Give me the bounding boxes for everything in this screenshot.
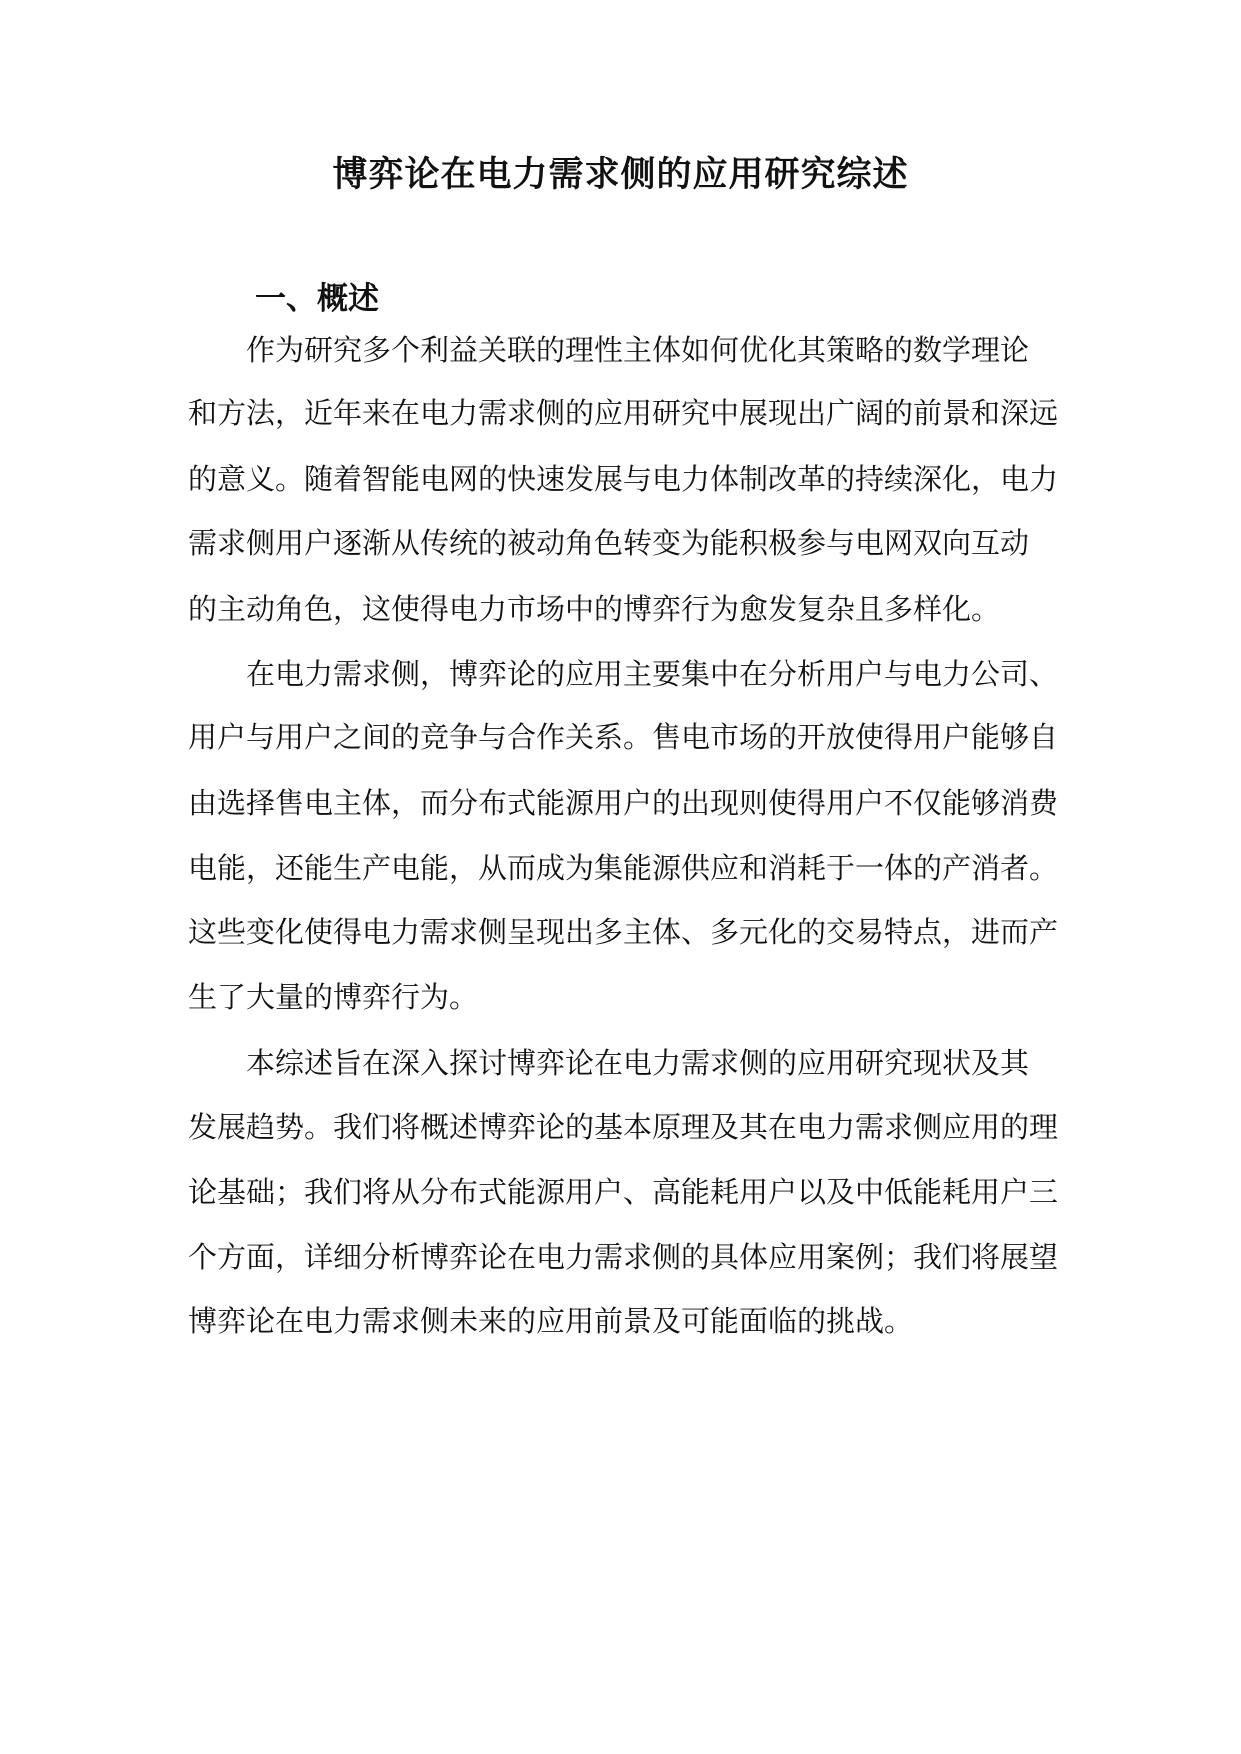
paragraph-line: 论基础；我们将从分布式能源用户、高能耗用户以及中低能耗用户三 (188, 1175, 1059, 1209)
paragraph-line: 需求侧用户逐渐从传统的被动角色转变为能积极参与电网双向互动 (188, 526, 1030, 560)
paragraph-line: 发展趋势。我们将概述博弈论的基本原理及其在电力需求侧应用的理 (188, 1110, 1059, 1144)
paragraph-line: 作为研究多个利益关联的理性主体如何优化其策略的数学理论 (246, 333, 1030, 367)
paragraph-line: 博弈论在电力需求侧未来的应用前景及可能面临的挑战。 (188, 1304, 914, 1338)
paragraph-line: 的主动角色，这使得电力市场中的博弈行为愈发复杂且多样化。 (188, 592, 1001, 626)
paragraph-line: 本综述旨在深入探讨博弈论在电力需求侧的应用研究现状及其 (246, 1046, 1030, 1080)
document-title: 博弈论在电力需求侧的应用研究综述 (332, 154, 909, 195)
paragraph-line: 生了大量的博弈行为。 (188, 980, 479, 1014)
paragraph-line: 这些变化使得电力需求侧呈现出多主体、多元化的交易特点，进而产 (188, 915, 1059, 949)
section-heading: 一、概述 (255, 281, 379, 317)
paragraph-line: 和方法，近年来在电力需求侧的应用研究中展现出广阔的前景和深远 (188, 396, 1059, 430)
paragraph-line: 个方面，详细分析博弈论在电力需求侧的具体应用案例；我们将展望 (188, 1240, 1059, 1274)
paragraph-line: 在电力需求侧，博弈论的应用主要集中在分析用户与电力公司、 (246, 657, 1059, 691)
paragraph-line: 的意义。随着智能电网的快速发展与电力体制改革的持续深化，电力 (188, 462, 1059, 496)
paragraph-line: 用户与用户之间的竞争与合作关系。售电市场的开放使得用户能够自 (188, 720, 1059, 754)
paragraph-line: 电能，还能生产电能，从而成为集能源供应和消耗于一体的产消者。 (188, 851, 1059, 885)
paragraph-line: 由选择售电主体，而分布式能源用户的出现则使得用户不仅能够消费 (188, 786, 1059, 820)
